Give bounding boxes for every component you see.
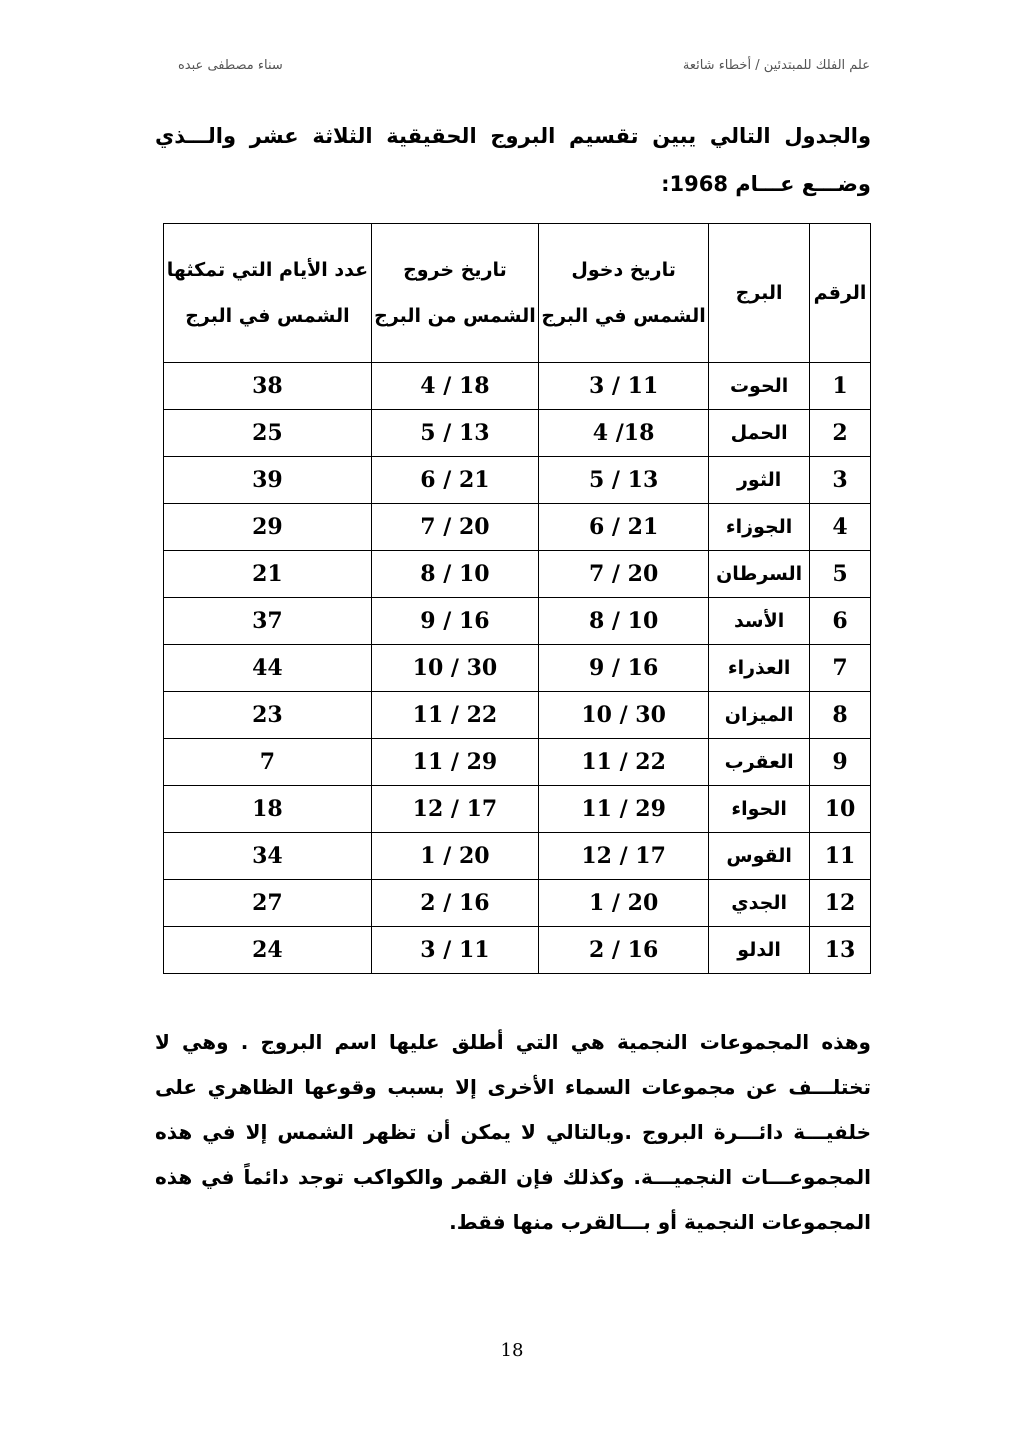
table-row — [164, 457, 871, 504]
cell-exit-date — [371, 833, 538, 880]
cell-days-text: 34 — [252, 843, 283, 869]
cell-days — [164, 645, 372, 692]
cell-entry-date-text: 4 /18 — [592, 420, 655, 446]
cell-days-text: 23 — [252, 702, 283, 728]
table-row — [164, 551, 871, 598]
cell-number — [810, 504, 871, 551]
cell-entry-date-text: 1 / 20 — [588, 890, 659, 916]
table-row — [164, 410, 871, 457]
cell-exit-date — [371, 410, 538, 457]
cell-number — [810, 927, 871, 974]
cell-number-text: 5 — [832, 561, 848, 587]
cell-number-text: 4 — [832, 514, 848, 540]
cell-days-text: 29 — [252, 514, 283, 540]
cell-entry-date — [539, 880, 709, 927]
cell-entry-date-text: 12 / 17 — [581, 843, 666, 869]
cell-days-text: 7 — [259, 749, 276, 775]
cell-entry-date — [539, 363, 709, 410]
cell-entry-date-text: 9 / 16 — [588, 655, 659, 681]
cell-entry-date-text: 8 / 10 — [588, 608, 659, 634]
cell-sign-name — [709, 363, 810, 410]
cell-days-text: 27 — [252, 890, 283, 916]
cell-number — [810, 410, 871, 457]
header-days: عدد الأيام التي تمكثها الشمس في البرج — [164, 224, 372, 363]
cell-exit-date-text: 9 / 16 — [420, 608, 490, 634]
cell-entry-date — [539, 692, 709, 739]
cell-entry-date-text: 2 / 16 — [588, 937, 659, 963]
cell-entry-date-text: 11 / 22 — [581, 749, 666, 775]
cell-exit-date — [371, 504, 538, 551]
cell-entry-date — [539, 410, 709, 457]
cell-exit-date-text: 10 / 30 — [412, 655, 498, 681]
cell-entry-date-text: 6 / 21 — [588, 514, 659, 540]
cell-number — [810, 457, 871, 504]
cell-sign-name — [709, 457, 810, 504]
cell-entry-date — [539, 551, 709, 598]
cell-days — [164, 504, 372, 551]
cell-exit-date — [371, 645, 538, 692]
cell-exit-date-text: 6 / 21 — [420, 467, 490, 493]
cell-days — [164, 457, 372, 504]
cell-sign-name-text: الثور — [736, 469, 782, 491]
cell-number-text: 11 — [824, 843, 856, 869]
table-row — [164, 927, 871, 974]
cell-number — [810, 363, 871, 410]
cell-number — [810, 833, 871, 880]
table-row — [164, 692, 871, 739]
cell-days — [164, 692, 372, 739]
cell-number-text: 9 — [832, 749, 848, 775]
cell-number-text: 8 — [832, 702, 848, 728]
table-row — [164, 833, 871, 880]
cell-sign-name-text: الجوزاء — [725, 516, 793, 538]
cell-number — [810, 645, 871, 692]
cell-exit-date-text: 5 / 13 — [420, 420, 490, 446]
cell-entry-date-text: 10 / 30 — [581, 702, 666, 728]
cell-number-text: 3 — [832, 467, 848, 493]
cell-days — [164, 786, 372, 833]
table-row — [164, 645, 871, 692]
cell-exit-date-text: 12 / 17 — [412, 796, 498, 822]
table-row — [164, 739, 871, 786]
cell-sign-name-text: الدلو — [737, 939, 781, 961]
cell-days-text: 37 — [252, 608, 283, 634]
cell-sign-name-text: السرطان — [716, 563, 803, 585]
cell-sign-name — [709, 739, 810, 786]
cell-entry-date — [539, 786, 709, 833]
table-row — [164, 880, 871, 927]
cell-days-text: 21 — [252, 561, 283, 587]
cell-days — [164, 598, 372, 645]
cell-days-text: 24 — [252, 937, 283, 963]
cell-sign-name-text: العذراء — [727, 657, 791, 679]
cell-days — [164, 363, 372, 410]
cell-sign-name-text: الجدي — [731, 892, 787, 914]
header-entry-date: تاريخ دخول الشمس في البرج — [539, 224, 709, 363]
table-row — [164, 598, 871, 645]
cell-entry-date-text: 11 / 29 — [581, 796, 666, 822]
cell-sign-name — [709, 880, 810, 927]
cell-number-text: 7 — [832, 655, 848, 681]
header-exit-date: تاريخ خروج الشمس من البرج — [371, 224, 538, 363]
cell-exit-date-text: 3 / 11 — [420, 937, 490, 963]
cell-number-text: 10 — [824, 796, 856, 822]
cell-exit-date — [371, 739, 538, 786]
cell-exit-date-text: 11 / 29 — [412, 749, 498, 775]
cell-sign-name — [709, 410, 810, 457]
cell-exit-date-text: 8 / 10 — [420, 561, 490, 587]
cell-entry-date-text: 5 / 13 — [588, 467, 659, 493]
cell-exit-date — [371, 457, 538, 504]
cell-entry-date — [539, 739, 709, 786]
page-number: 18 — [500, 1340, 524, 1361]
header-author: سناء مصطفى عبده — [178, 58, 283, 73]
cell-entry-date — [539, 927, 709, 974]
cell-exit-date — [371, 880, 538, 927]
cell-entry-date — [539, 833, 709, 880]
cell-entry-date-text: 7 / 20 — [588, 561, 659, 587]
cell-entry-date — [539, 598, 709, 645]
cell-sign-name — [709, 598, 810, 645]
cell-sign-name — [709, 551, 810, 598]
table-row — [164, 786, 871, 833]
cell-sign-name-text: الحمل — [730, 422, 788, 444]
cell-number — [810, 598, 871, 645]
cell-sign-name — [709, 504, 810, 551]
cell-days-text: 38 — [252, 373, 283, 399]
cell-sign-name-text: الميزان — [724, 704, 794, 726]
page-header — [178, 58, 870, 88]
cell-sign-name-text: القوس — [726, 845, 792, 867]
cell-days-text: 25 — [252, 420, 283, 446]
cell-number — [810, 880, 871, 927]
cell-number-text: 6 — [832, 608, 848, 634]
cell-days — [164, 880, 372, 927]
cell-sign-name — [709, 692, 810, 739]
header-sign: البرج — [709, 224, 810, 363]
cell-sign-name-text: العقرب — [724, 751, 794, 773]
cell-entry-date-text: 3 / 11 — [588, 373, 659, 399]
cell-sign-name — [709, 645, 810, 692]
cell-exit-date — [371, 551, 538, 598]
cell-exit-date-text: 7 / 20 — [420, 514, 490, 540]
cell-days — [164, 739, 372, 786]
cell-days-text: 18 — [252, 796, 283, 822]
intro-paragraph: والجدول التالي يبين تقسيم البروج الحقيقية الثلاثة عشر والـــذي وضـــع عـــام 1968: — [155, 124, 871, 196]
cell-days — [164, 927, 372, 974]
cell-number-text: 1 — [832, 373, 848, 399]
cell-number — [810, 551, 871, 598]
cell-number — [810, 692, 871, 739]
cell-days — [164, 833, 372, 880]
cell-number — [810, 739, 871, 786]
table-header-row — [164, 224, 871, 363]
cell-entry-date — [539, 457, 709, 504]
cell-sign-name-text: الأسد — [733, 610, 785, 632]
header-book-title: علم الفلك للمبتدئين / أخطاء شائعة — [682, 58, 870, 73]
cell-exit-date — [371, 927, 538, 974]
cell-exit-date — [371, 786, 538, 833]
cell-days — [164, 551, 372, 598]
cell-number-text: 2 — [832, 420, 848, 446]
cell-exit-date-text: 4 / 18 — [420, 373, 490, 399]
table-row — [164, 504, 871, 551]
cell-sign-name — [709, 927, 810, 974]
zodiac-table — [163, 223, 871, 974]
cell-number — [810, 786, 871, 833]
cell-exit-date — [371, 598, 538, 645]
cell-days — [164, 410, 372, 457]
cell-entry-date — [539, 504, 709, 551]
cell-exit-date — [371, 692, 538, 739]
cell-entry-date — [539, 645, 709, 692]
cell-sign-name-text: الحواء — [731, 798, 787, 820]
cell-number-text: 12 — [824, 890, 856, 916]
cell-exit-date-text: 1 / 20 — [420, 843, 490, 869]
outro-paragraph: وهذه المجموعات النجمية هي التي أطلق عليها اسم البروج . وهي لا تختلـــف عن مجموعات السماء الأخرى إلا بسبب وقوعها الظاهري على خلفيـــة دائـــرة البروج .وبالتالي لا يمكن أن تظهر الشمس إلا في هذه المجموعـــات النجميـــة. وكذلك فإن القمر والكواكب توجد دائماً في هذه المجموعات النجمية أو بـــالقرب منها فقط. — [155, 1030, 871, 1234]
header-number: الرقم — [810, 224, 871, 363]
cell-number-text: 13 — [824, 937, 856, 963]
cell-days-text: 39 — [252, 467, 283, 493]
cell-exit-date-text: 11 / 22 — [412, 702, 498, 728]
cell-exit-date — [371, 363, 538, 410]
cell-exit-date-text: 2 / 16 — [420, 890, 490, 916]
cell-sign-name — [709, 786, 810, 833]
cell-sign-name — [709, 833, 810, 880]
cell-sign-name-text: الحوت — [729, 375, 789, 397]
table-row — [164, 363, 871, 410]
cell-days-text: 44 — [252, 655, 283, 681]
